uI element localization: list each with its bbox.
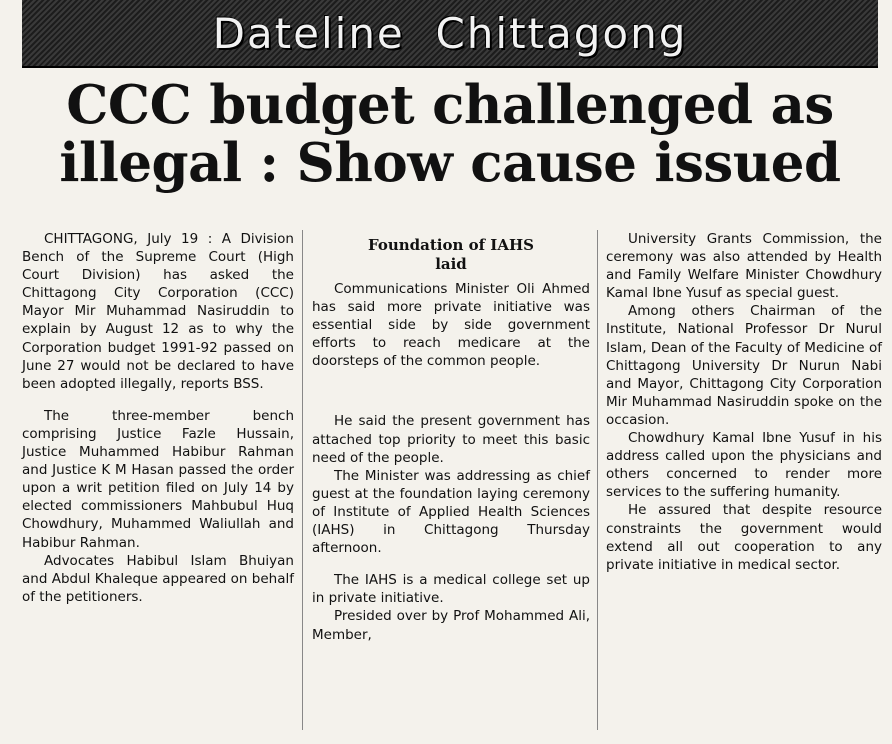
banner-title: Dateline Chittagong xyxy=(212,8,688,58)
paragraph: The Minister was addressing as chief guest at the foundation laying ceremony of Institute of Applied Health Sciences (IAHS) in Chittagong Thursday afternoon. xyxy=(312,467,590,557)
article-column-3 xyxy=(606,230,882,574)
article-column-1 xyxy=(22,230,294,606)
paragraph: The IAHS is a medical college set up in private initiative. xyxy=(312,572,590,607)
paragraph: Among others Chairman of the Institute, National Professor Dr Nurul Islam, Dean of the Faculty of Medicine of Chittagong University Dr Nurun Nabi and Mayor, Chittagong City Corporation Mir Muhammad Nasiruddin spoke on the occasion. xyxy=(606,303,882,428)
paragraph: Communications Minister Oli Ahmed has said more private initiative was essential side by side government efforts to reach medicare at the doorsteps of the common people. xyxy=(312,281,590,370)
paragraph: Presided over by Prof Mohammed Ali, Member, xyxy=(312,608,590,643)
subheadline xyxy=(312,236,590,274)
subheadline-line-2: laid xyxy=(435,255,467,273)
section-banner xyxy=(22,0,878,68)
paragraph: The three-member bench comprising Justice Fazle Hussain, Justice Muhammed Habibur Rahman and Justice K M Hasan passed the order upon a writ petition filed on July 14 by elected commissioners Mahbubul Huq Chowdhury, Muhammed Waliullah and Habibur Rahman. xyxy=(22,407,294,551)
paragraph: He assured that despite resource constraints the government would extend all out cooperation to any private initiative in medical sector. xyxy=(606,502,882,573)
subheadline-line-1: Foundation of IAHS xyxy=(368,236,534,254)
paragraph: CHITTAGONG, July 19 : A Division Bench of the Supreme Court (High Court Division) has asked the Chittagong City Corporation (CCC) Mayor Mir Muhammad Nasiruddin to explain by August 12 as to why the Corporation budget 1991-92 passed on June 27 would not be declared to have been adopted illegally, reports BSS. xyxy=(22,231,294,392)
headline-line-2: illegal : Show cause issued xyxy=(59,132,841,194)
paragraph: University Grants Commission, the ceremony was also attended by Health and Family Welfare Minister Chowdhury Kamal Ibne Yusuf as special guest. xyxy=(606,231,882,302)
headline xyxy=(22,76,878,192)
paragraph: Chowdhury Kamal Ibne Yusuf in his address called upon the physicians and others concerned to render more services to the suffering humanity. xyxy=(606,430,882,501)
column-divider xyxy=(302,230,303,730)
paragraph: He said the present government has attached top priority to meet this basic need of the people. xyxy=(312,413,590,466)
headline-line-1: CCC budget challenged as xyxy=(66,74,834,136)
article-column-2 xyxy=(312,230,590,644)
paragraph: Advocates Habibul Islam Bhuiyan and Abdul Khaleque appeared on behalf of the petitioners. xyxy=(22,552,294,605)
column-divider xyxy=(597,230,598,730)
